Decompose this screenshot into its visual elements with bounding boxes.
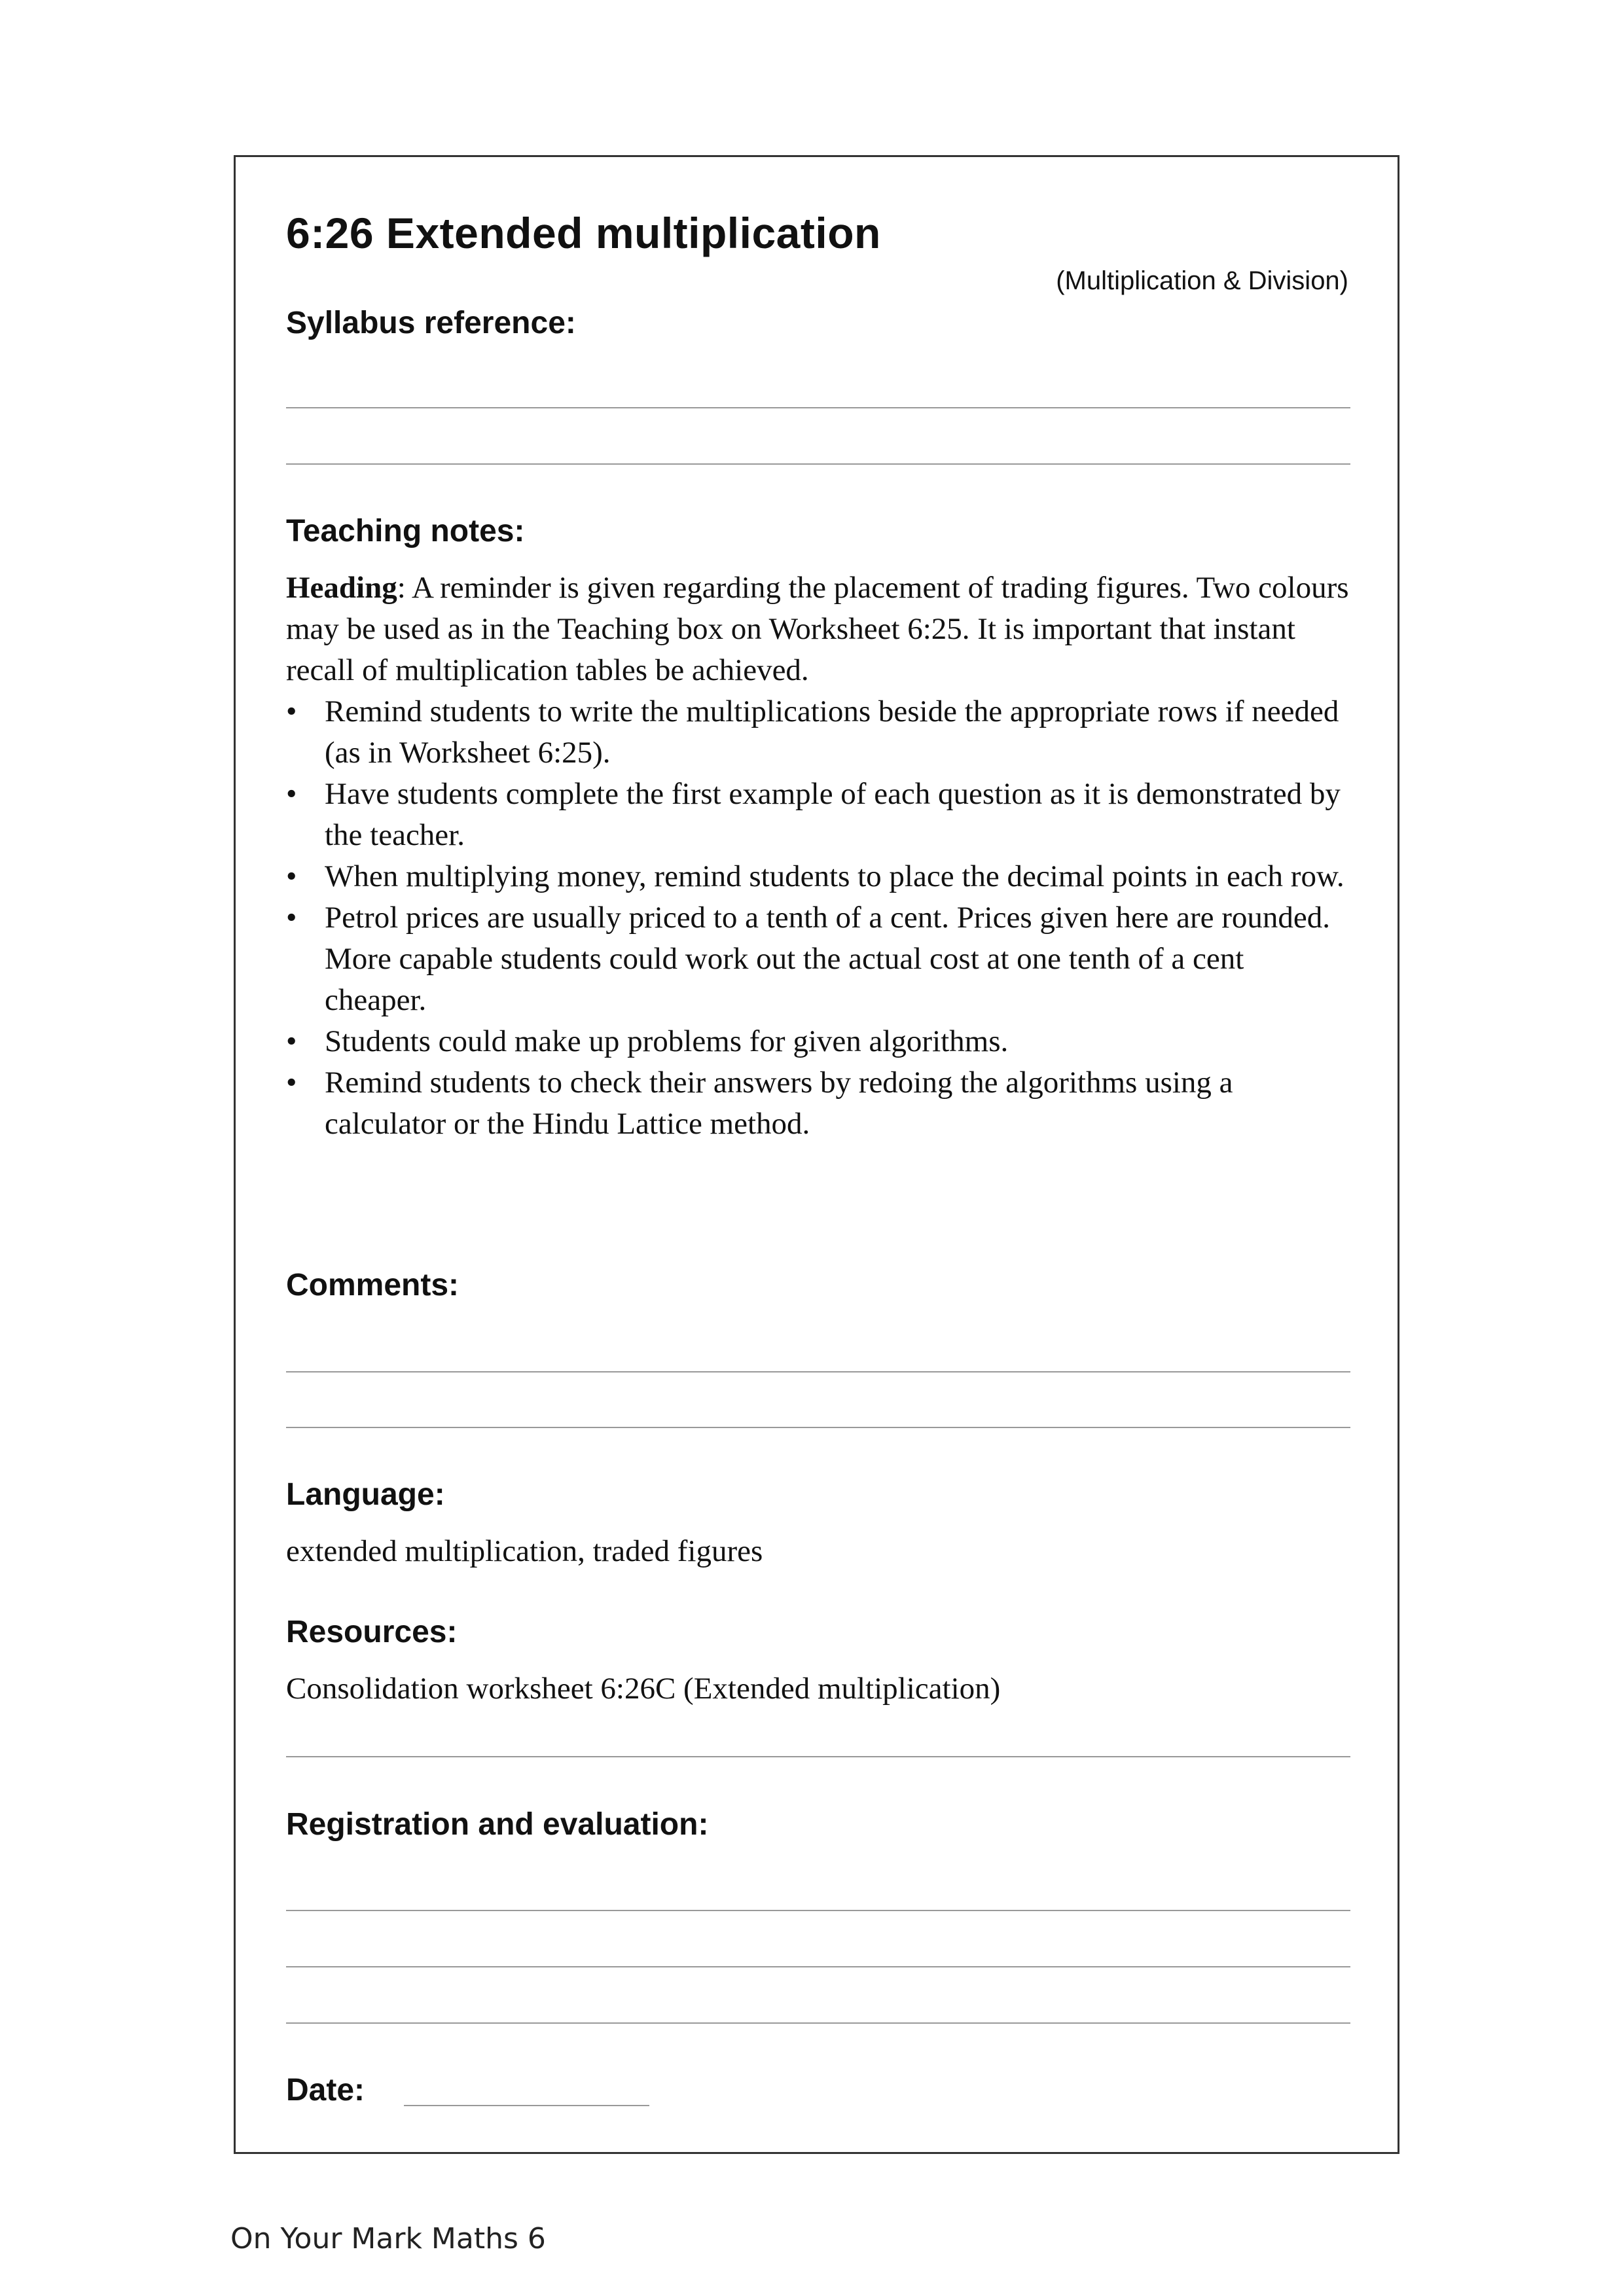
resources-heading: Resources: [286,1615,458,1649]
bullet-icon: • [286,777,297,811]
list-item: • Remind students to write the multiplications beside the appropriate rows if needed (as in Worksheet 6:25). [286,691,1353,774]
footer-text: On Your Mark Maths 6 [230,2222,546,2255]
list-item: • When multiplying money, remind students to place the decimal points in each row. [286,856,1353,897]
intro-text: : A reminder is given regarding the placement of trading figures. Two colours may be used as in the Teaching box on Worksheet 6:25. It is important that instant recall of multiplication tables be achieved. [286,571,1349,687]
registration-heading: Registration and evaluation: [286,1807,709,1842]
page-frame [234,155,1399,2154]
bullet-icon: • [286,859,297,893]
teaching-notes-heading: Teaching notes: [286,514,525,548]
comments-line-1 [286,1371,1350,1372]
list-item: • Have students complete the first example of each question as it is demonstrated by the teacher. [286,774,1353,856]
teaching-notes-body [286,567,1353,1145]
date-label: Date: [286,2073,365,2108]
comments-heading: Comments: [286,1268,460,1302]
page-title: 6:26 Extended multiplication [286,209,881,257]
registration-line-3 [286,2022,1350,2024]
resources-text: Consolidation worksheet 6:26C (Extended multiplication) [286,1672,1001,1706]
comments-line-2 [286,1427,1350,1428]
bullet-icon: • [286,1066,297,1100]
syllabus-heading: Syllabus reference: [286,306,576,340]
bullet-icon: • [286,1024,297,1058]
list-item: • Petrol prices are usually priced to a tenth of a cent. Prices given here are rounded. More capable students could work out the actual cost at one tenth of a cent cheaper. [286,897,1353,1021]
bullet-icon: • [286,694,297,728]
language-heading: Language: [286,1477,445,1512]
syllabus-line-1 [286,407,1350,408]
teaching-notes-intro [286,567,1353,691]
bullet-icon: • [286,901,297,935]
intro-bold: Heading [286,571,397,605]
syllabus-line-2 [286,463,1350,465]
registration-line-1 [286,1910,1350,1911]
registration-line-2 [286,1966,1350,1967]
list-item: • Remind students to check their answers by redoing the algorithms using a calculator or the Hindu Lattice method. [286,1062,1353,1145]
date-field-line [404,2105,649,2106]
language-text: extended multiplication, traded figures [286,1534,763,1568]
resources-line [286,1756,1350,1757]
teaching-notes-list [286,691,1353,1145]
list-item: • Students could make up problems for given algorithms. [286,1021,1353,1062]
subject-label: (Multiplication & Division) [1056,266,1348,295]
